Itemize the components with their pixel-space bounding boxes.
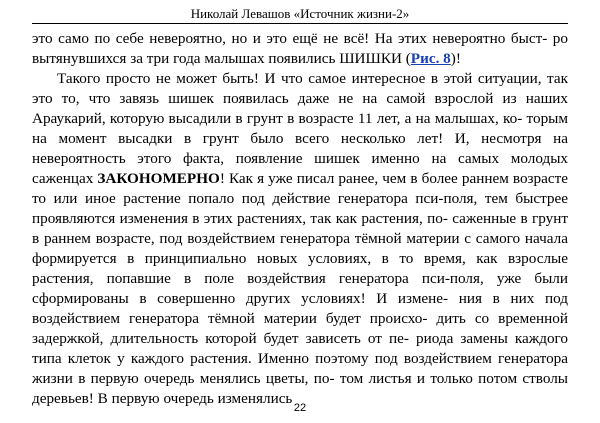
- running-header: Николай Левашов «Источник жизни-2»: [190, 6, 410, 21]
- paragraph-2-part-1: Такого просто не может быть! И что самое интересное в этой ситуации, так это то, что завязь шишек появилась даже не на самой взрослой из наших Араукарий, которую высадили в грунт в возрасте 11 лет, а на малышах, ко- торым на момент высадки в грунт было всего несколько лет! И, несмотря на невероятность этого факта, появление шишек именно на самых молодых саженцах: [32, 70, 568, 187]
- paragraph-2-part-2: ! Как я уже писал ранее, чем в более раннем возрасте то или иное растение попало под действие генератора пси-поля, тем быстрее проявляются изменения в этих растениях, так как растения, по- саженные в грунт в раннем возрасте, под воздействием генератора тёмной материи с самого начала формируется в принципиально новых условиях, в то время, как взрослые растения, попавшие в поле воздействия генератора пси-поля, уже были сформированы в совершенно других условиях! И измене- ния в них под воздействием генератора тёмной материи будет происхо- дить со временной задержкой, длительность которой будет зависеть от пе- риода замены каждого типа клеток у каждого растения. Именно поэтому под воздействием генератора жизни в первую очередь менялись цветы, по- том листья и только потом стволы деревьев! В первую очередь изменялись: [32, 170, 569, 407]
- page-number: 22: [293, 402, 307, 414]
- paragraph-1: [32, 29, 568, 69]
- paragraph-1-text: это само по себе невероятно, но и это ещё не всё! На этих невероятно быст- ро вытянувшихся за три года малышах появились ШИШКИ (: [32, 30, 568, 67]
- body-text: [32, 29, 568, 409]
- emphasis-word: ЗАКОНОМЕРНО: [97, 170, 220, 187]
- paragraph-1-end: )!: [450, 50, 461, 67]
- figure-8-link[interactable]: Рис. 8: [410, 50, 451, 67]
- paragraph-2: [32, 69, 568, 409]
- header-rule: [32, 23, 568, 24]
